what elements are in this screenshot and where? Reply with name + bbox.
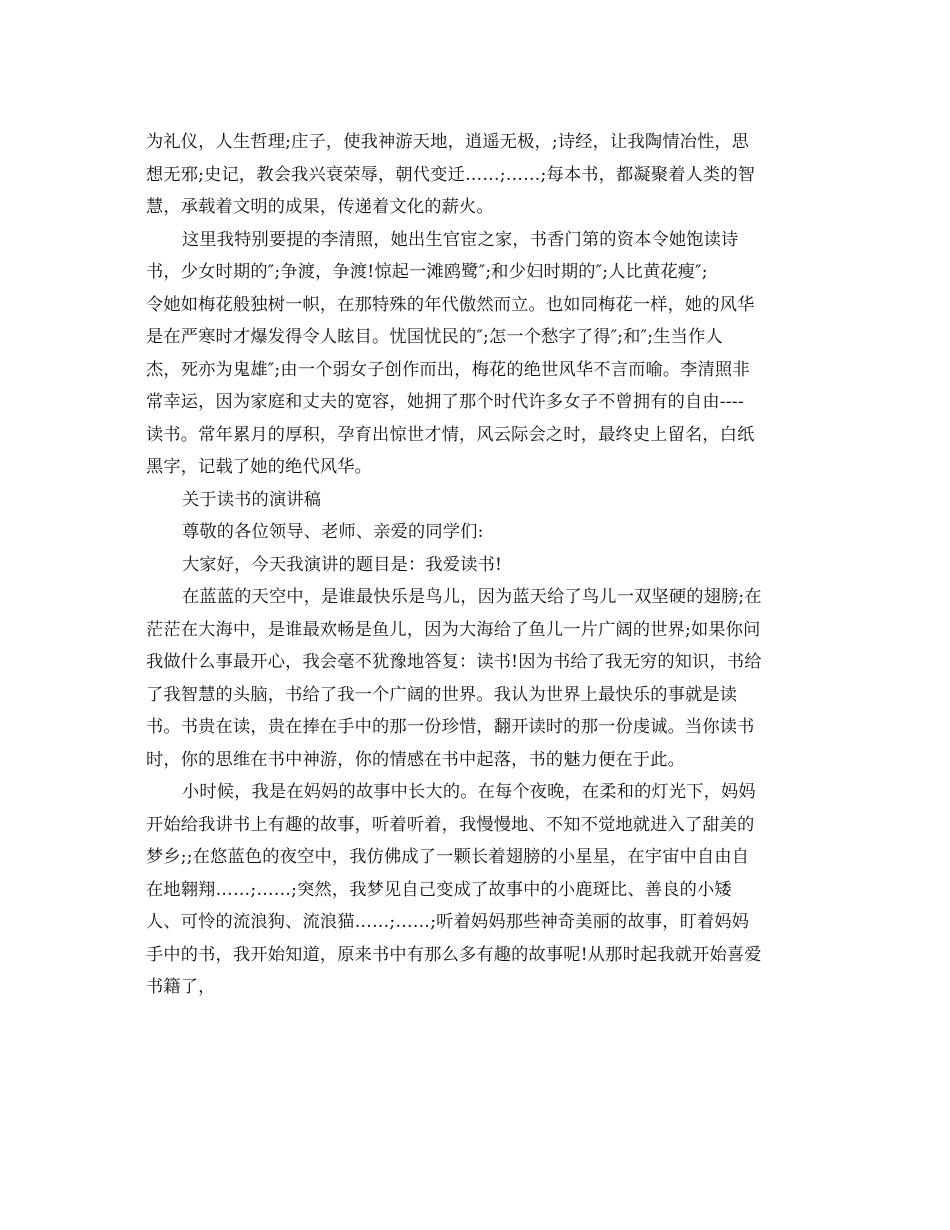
- text-line: 读书。常年累月的厚积，孕育出惊世才情，风云际会之时，最终史上留名，白纸: [146, 424, 755, 445]
- section-title: 关于读书的演讲稿: [182, 489, 322, 510]
- text-line: 为礼仪，人生哲理;庄子，使我神游天地，逍遥无极，;诗经，让我陶情冶性，思: [146, 132, 750, 152]
- text-line: 想无邪;史记，教会我兴衰荣辱，朝代变迁……;……;每本书，都凝聚着人类的智: [146, 164, 756, 185]
- text-line: 茫茫在大海中，是谁最欢畅是鱼儿，因为大海给了鱼儿一片广阔的世界;如果你问: [146, 619, 761, 640]
- salutation: 尊敬的各位领导、老师、亲爱的同学们:: [182, 522, 484, 542]
- text-line: 我做什么事最开心，我会毫不犹豫地答复：读书!因为书给了我无穷的知识，书给: [146, 652, 762, 672]
- text-line: 书，少女时期的″;争渡，争渡!惊起一滩鸥鹭″;和少妇时期的″;人比黄花瘦″;: [146, 262, 708, 282]
- text-line: 梦乡;;在悠蓝色的夜空中，我仿佛成了一颗长着翅膀的小星星，在宇宙中自由自: [146, 847, 750, 867]
- text-line: 开始给我讲书上有趣的故事，听着听着，我慢慢地、不知不觉地就进入了甜美的: [146, 814, 755, 835]
- text-line: 书籍了，: [146, 977, 216, 997]
- text-line: 小时候，我是在妈妈的故事中长大的。在每个夜晚，在柔和的灯光下，妈妈: [182, 782, 756, 802]
- text-line: 慧，承载着文明的成果，传递着文化的薪火。: [146, 197, 494, 217]
- text-line: 时，你的思维在书中神游，你的情感在书中起落，书的魅力便在于此。: [146, 749, 686, 770]
- text-line: 杰，死亦为鬼雄″;由一个弱女子创作而出，梅花的绝世风华不言而喻。李清照非: [146, 359, 750, 380]
- text-line: 人、可怜的流浪狗、流浪猫……;……;听着妈妈那些神奇美丽的故事，盯着妈妈: [146, 912, 750, 932]
- document-body: [146, 126, 811, 1004]
- text-line: 黑字，记载了她的绝代风华。: [146, 457, 373, 477]
- text-line: 是在严寒时才爆发得令人眩目。忧国忧民的″;怎一个愁字了得″;和″;生当作人: [146, 327, 723, 347]
- text-line: 手中的书，我开始知道，原来书中有那么多有趣的故事呢!从那时起我就开始喜爱: [146, 944, 762, 965]
- text-line: 常幸运，因为家庭和丈夫的宽容，她拥了那个时代许多女子不曾拥有的自由----: [146, 392, 744, 412]
- text-line: 在地翱翔……;……;突然，我梦见自己变成了故事中的小鹿斑比、善良的小矮: [146, 879, 732, 900]
- text-line: 书。书贵在读，贵在捧在手中的那一份珍惜，翻开读时的那一份虔诚。当你读书: [146, 717, 755, 737]
- text-line: 了我智慧的头脑，书给了我一个广阔的世界。我认为世界上最快乐的事就是读: [146, 684, 738, 705]
- text-line: 这里我特别要提的李清照，她出生官宦之家，书香门第的资本令她饱读诗: [182, 229, 739, 250]
- text-line: 在蓝蓝的天空中，是谁最快乐是鸟儿，因为蓝天给了鸟儿一双坚硬的翅膀;在: [182, 587, 762, 607]
- text-line: 令她如梅花般独树一帜，在那特殊的年代傲然而立。也如同梅花一样，她的风华: [146, 294, 755, 315]
- text-line: 大家好，今天我演讲的题目是：我爱读书!: [182, 554, 503, 575]
